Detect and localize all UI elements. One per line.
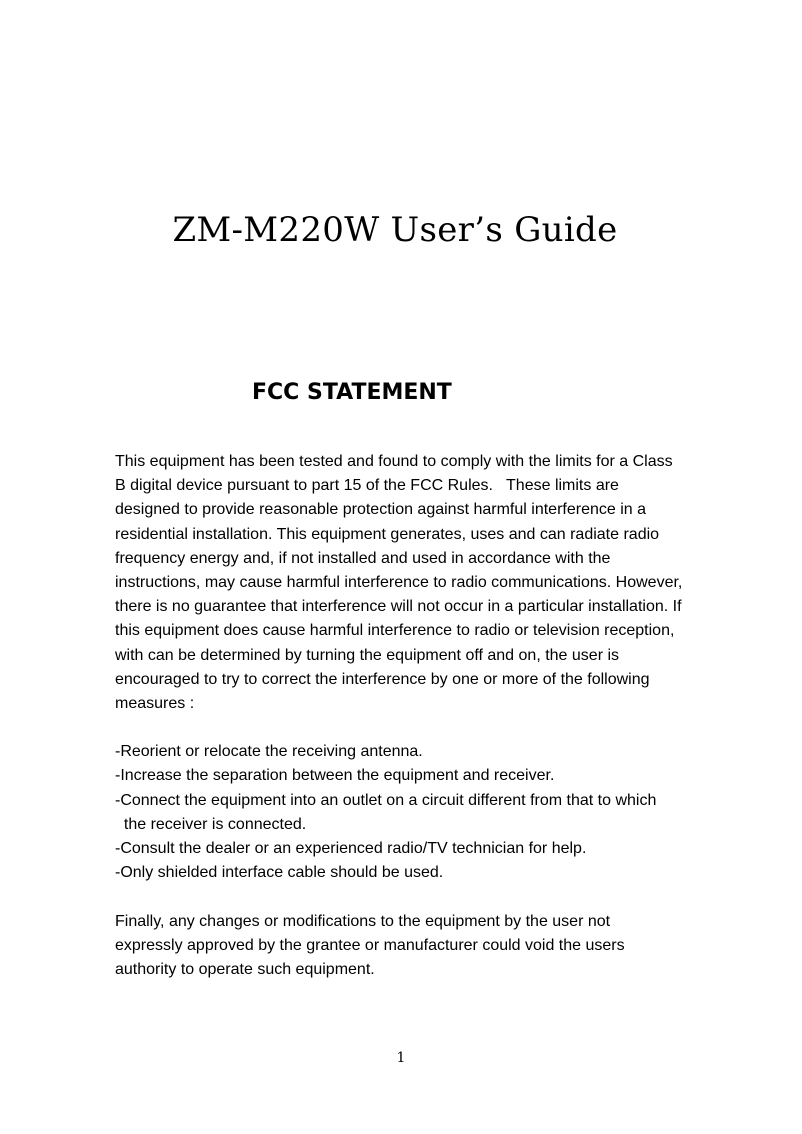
fcc-statement-body	[115, 450, 715, 982]
paragraph-line: encouraged to try to correct the interference by one or more of the following	[115, 670, 650, 688]
paragraph-line: measures :	[115, 694, 195, 712]
measures-list	[115, 740, 715, 885]
paragraph-line: frequency energy and, if not installed and used in accordance with the	[115, 549, 611, 567]
page-number: 1	[396, 1050, 406, 1066]
paragraph-line: with can be determined by turning the equipment off and on, the user is	[115, 646, 620, 664]
measure-item: -Increase the separation between the equipment and receiver.	[115, 767, 555, 785]
paragraph-line: there is no guarantee that interference will not occur in a particular installation. If	[115, 598, 682, 616]
paragraph-gap	[115, 716, 715, 740]
document-title: ZM-M220W User’s Guide	[172, 209, 618, 250]
measure-item-continuation: the receiver is connected.	[115, 815, 307, 833]
measure-item: -Reorient or relocate the receiving antenna.	[115, 743, 423, 761]
paragraph-line: this equipment does cause harmful interference to radio or television reception,	[115, 622, 675, 640]
paragraph-line: expressly approved by the grantee or manufacturer could void the users	[115, 936, 625, 954]
paragraph-line: This equipment has been tested and found to comply with the limits for a Class	[115, 453, 673, 470]
paragraph-line: instructions, may cause harmful interference to radio communications. However,	[115, 573, 683, 591]
paragraph-line: Finally, any changes or modifications to the equipment by the user not	[115, 912, 611, 930]
paragraph-line: designed to provide reasonable protection against harmful interference in a	[115, 501, 646, 519]
measure-item: -Connect the equipment into an outlet on a circuit different from that to which	[115, 791, 657, 809]
paragraph-line: residential installation. This equipment generates, uses and can radiate radio	[115, 525, 660, 543]
paragraph-line: B digital device pursuant to part 15 of the FCC Rules. These limits are	[115, 477, 619, 495]
paragraph-gap	[115, 885, 715, 909]
paragraph-modifications	[115, 910, 715, 983]
paragraph-compliance	[115, 450, 715, 716]
paragraph-line: authority to operate such equipment.	[115, 960, 375, 978]
section-heading-fcc-statement: FCC STATEMENT	[252, 380, 452, 406]
measure-item: -Only shielded interface cable should be used.	[115, 864, 444, 882]
measure-item: -Consult the dealer or an experienced radio/TV technician for help.	[115, 840, 587, 857]
